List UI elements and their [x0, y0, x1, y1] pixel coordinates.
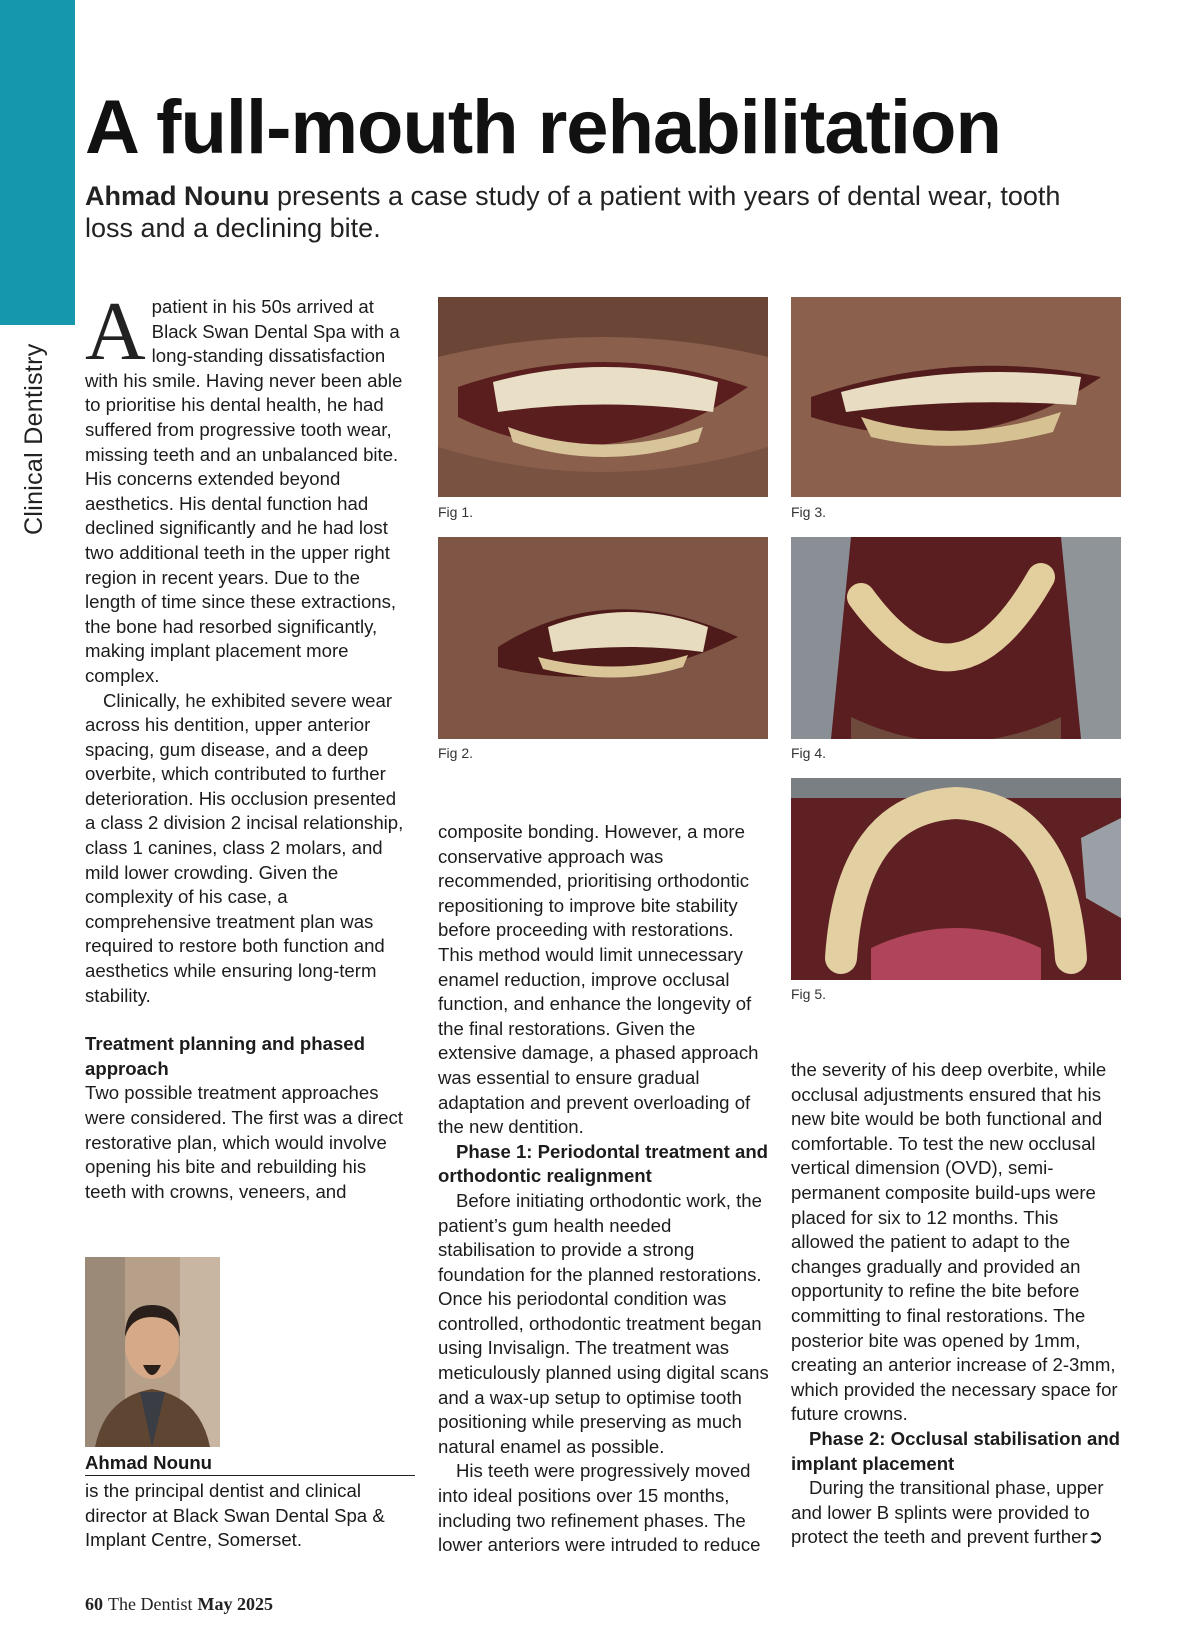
issue-date: May 2025: [197, 1594, 274, 1614]
figure-5-caption: Fig 5.: [791, 986, 827, 1002]
page-number: 60: [85, 1594, 103, 1614]
figure-2-photo: [438, 537, 768, 739]
figure-4-photo: [791, 537, 1121, 739]
author-photo: [85, 1257, 220, 1447]
page-footer: [85, 1594, 273, 1615]
author-bio: is the principal dentist and clinical director at Black Swan Dental Spa & Implant Centre, Somerset.: [85, 1480, 385, 1551]
column-2: [438, 820, 773, 1558]
continued-arrow-icon: ➲: [1087, 1526, 1104, 1548]
article-title: A full-mouth rehabilitation: [85, 85, 1001, 170]
subhead-phase-1: Phase 1: Periodontal treatment and orthodontic realignment: [438, 1140, 769, 1187]
col3-paragraph-1: the severity of his deep overbite, while occlusal adjustments ensured that his new bite would be both functional and comfortable. To test the new occlusal vertical dimension (OVD), semi-permanent composite build-ups were placed for six to 12 months. This allowed the patient to adapt to the changes gradually and provided an opportunity to refine the bite before committing to final restorations. The posterior bite was opened by 1mm, creating an anterior increase of 2-3mm, which provided the necessary space for future crowns.: [791, 1059, 1118, 1425]
col2-paragraph-2: Before initiating orthodontic work, the patient’s gum health needed stabilisation to provide a strong foundation for the planned restorations. Once his periodontal condition was controlled, orthodontic treatment began using Invisalign. The treatment was meticulously planned using digital scans and a wax-up setup to optimise tooth positioning while preserving as much natural enamel as possible.: [438, 1189, 769, 1457]
standfirst: [85, 180, 1105, 244]
col2-paragraph-3: His teeth were progressively moved into ideal positions over 15 months, including two refinement phases. The lower anteriors were intruded to reduce: [438, 1460, 761, 1556]
col1-paragraph-3: Two possible treatment approaches were considered. The first was a direct restorative plan, which would involve opening his bite and rebuilding his teeth with crowns, veneers, and: [85, 1082, 403, 1202]
figure-3-caption: Fig 3.: [791, 504, 827, 520]
col1-paragraph-1: patient in his 50s arrived at Black Swan Dental Spa with a long-standing dissatisfaction with his smile. Having never been able to prioritise his dental health, he had suffered from progressive tooth wear, missing teeth and an unbalanced bite. His concerns extended beyond aesthetics. His dental function had declined significantly and he had lost two additional teeth in the upper right region in recent years. Due to the length of time since these extractions, the bone had resorbed significantly, making implant placement more complex.: [85, 296, 403, 686]
author-name: Ahmad Nounu: [85, 1452, 415, 1476]
subhead-treatment-planning: Treatment planning and phased approach: [85, 1033, 365, 1079]
subhead-phase-2: Phase 2: Occlusal stabilisation and implant placement: [791, 1427, 1121, 1474]
section-label: Clinical Dentistry: [20, 343, 48, 535]
figure-5-photo: [791, 778, 1121, 980]
figure-1-caption: Fig 1.: [438, 504, 474, 520]
figure-3-photo: [791, 297, 1121, 497]
col2-paragraph-1: composite bonding. However, a more conservative approach was recommended, prioritising orthodontic repositioning to improve bite stability before proceeding with restorations. This method would limit unnecessary enamel reduction, improve occlusal function, and enhance the longevity of the final restorations. Given the extensive damage, a phased approach was essential to ensure gradual adaptation and prevent overloading of the new dentition.: [438, 821, 759, 1138]
figure-1-photo: [438, 297, 768, 497]
column-1: [85, 285, 410, 1204]
col3-paragraph-2: During the transitional phase, upper and lower B splints were provided to protect the teeth and prevent further: [791, 1477, 1104, 1548]
standfirst-author: Ahmad Nounu: [85, 181, 270, 211]
drop-cap: A: [85, 285, 146, 378]
standfirst-text: presents a case study of a patient with years of dental wear, tooth loss and a declining bite.: [85, 181, 1061, 243]
column-3: [791, 1058, 1126, 1550]
figure-4-caption: Fig 4.: [791, 745, 827, 761]
magazine-name: The Dentist: [108, 1594, 193, 1614]
figure-2-caption: Fig 2.: [438, 745, 474, 761]
col1-paragraph-2: Clinically, he exhibited severe wear across his dentition, upper anterior spacing, gum disease, and a deep overbite, which contributed to further deterioration. His occlusion presented a class 2 division 2 incisal relationship, class 1 canines, class 2 molars, and mild lower crowding. Given the complexity of his case, a comprehensive treatment plan was required to restore both function and aesthetics while ensuring long-term stability.: [85, 689, 404, 1006]
section-accent-bar: [0, 0, 75, 325]
